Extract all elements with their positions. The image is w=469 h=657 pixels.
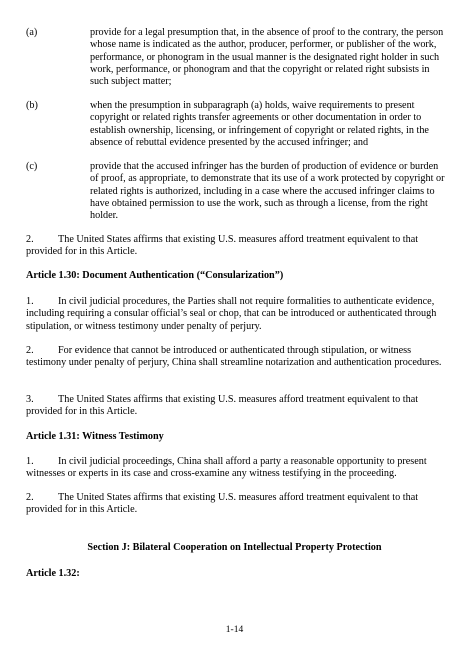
paragraph-number: 1. bbox=[26, 456, 34, 467]
subparagraph-text: provide for a legal presumption that, in the absence of proof to the contrary, the person whose name is indicated as the author, producer, performer, or publisher of the work, performance, or phonogram in the usual manner is the designated right holder in such work, performance, or phonogram and that the copyright or related right subsists in such subject matter; bbox=[90, 27, 444, 88]
paragraph-130-1 bbox=[26, 296, 446, 333]
paragraph-129-2 bbox=[26, 234, 446, 259]
paragraph-text: The United States affirms that existing U.S. measures afford treatment equivalent to that provided for in this Article. bbox=[26, 394, 419, 418]
page-number: 1-14 bbox=[225, 625, 244, 635]
subparagraph-text: provide that the accused infringer has the burden of production of evidence or burden of proof, as appropriate, to demonstrate that its use of a work protected by copyright or related rights is authorized, including in a case where the accused infringer claims to have obtained permission to use the work, such as through a license, from the right holder. bbox=[90, 161, 445, 222]
section-j-heading: Section J: Bilateral Cooperation on Intellectual Property Protection bbox=[87, 542, 382, 553]
paragraph-130-3 bbox=[26, 394, 446, 419]
paragraph-number: 1. bbox=[26, 296, 34, 307]
article-132-heading: Article 1.32: bbox=[26, 568, 80, 579]
paragraph-text: In civil judicial proceedings, China shall afford a party a reasonable opportunity to present witnesses or experts in its case and cross-examine any witness testifying in the proceeding. bbox=[26, 456, 427, 480]
paragraph-text: In civil judicial procedures, the Parties shall not require formalities to authenticate evidence, including requiring a consular official’s seal or chop, that can be introduced or authenticated through stipulation, or witness testimony under penalty of perjury. bbox=[26, 296, 437, 332]
paragraph-number: 2. bbox=[26, 234, 34, 245]
subparagraph-label: (a) bbox=[26, 27, 38, 38]
article-130-heading: Article 1.30: Document Authentication (“Consularization”) bbox=[26, 270, 284, 281]
paragraph-text: For evidence that cannot be introduced or authenticated through stipulation, or witness testimony under penalty of perjury, China shall streamline notarization and authentication procedures. bbox=[26, 345, 442, 369]
paragraph-number: 2. bbox=[26, 345, 34, 356]
paragraph-text: The United States affirms that existing U.S. measures afford treatment equivalent to that provided for in this Article. bbox=[26, 234, 419, 258]
subparagraph-label: (c) bbox=[26, 161, 38, 172]
subparagraph-text: when the presumption in subparagraph (a) holds, waive requirements to present copyright or related rights transfer agreements or other documentation in order to establish ownership, licensing, or infringement of copyright or related rights, in the absence of rebuttal evidence presented by the accused infringer; and bbox=[90, 100, 429, 148]
article-131-heading: Article 1.31: Witness Testimony bbox=[26, 431, 164, 442]
paragraph-130-2 bbox=[26, 345, 446, 370]
paragraph-number: 3. bbox=[26, 394, 34, 405]
paragraph-text: The United States affirms that existing U.S. measures afford treatment equivalent to that provided for in this Article. bbox=[26, 492, 419, 516]
paragraph-131-2 bbox=[26, 492, 446, 517]
paragraph-number: 2. bbox=[26, 492, 34, 503]
subparagraph-label: (b) bbox=[26, 100, 38, 111]
paragraph-131-1 bbox=[26, 456, 446, 481]
